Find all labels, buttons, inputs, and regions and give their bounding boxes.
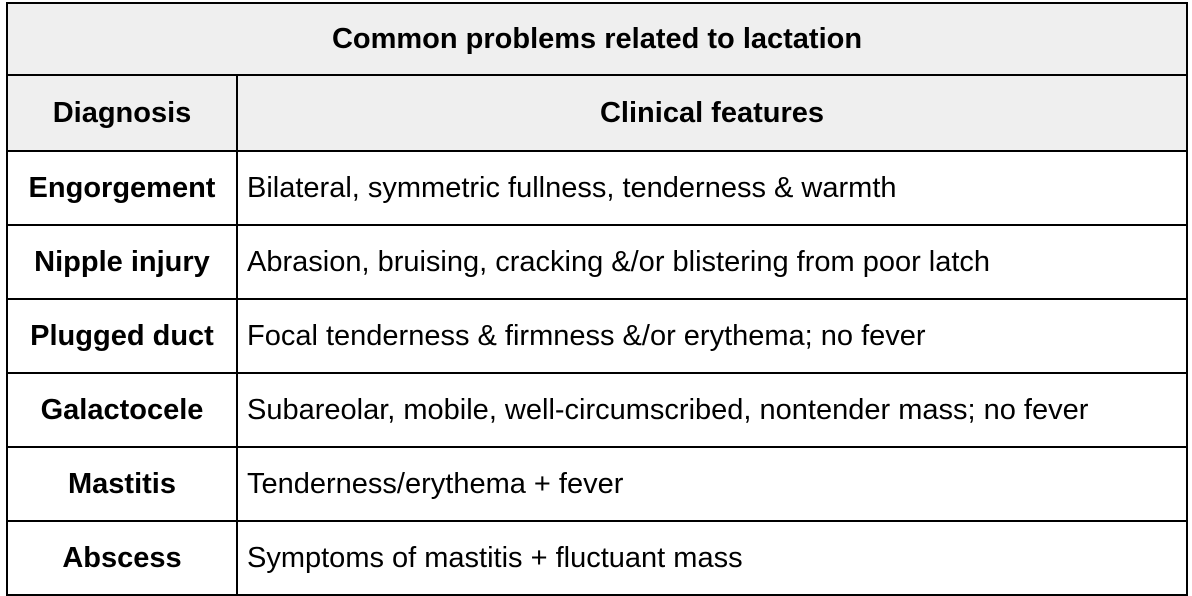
- diagnosis-cell: Nipple injury: [7, 225, 237, 299]
- lactation-problems-table: [6, 2, 1188, 596]
- table-row: [7, 151, 1187, 225]
- table-row: [7, 225, 1187, 299]
- diagnosis-cell: Plugged duct: [7, 299, 237, 373]
- table-header-row: [7, 75, 1187, 151]
- diagnosis-cell: Engorgement: [7, 151, 237, 225]
- table-row: [7, 373, 1187, 447]
- diagnosis-cell: Mastitis: [7, 447, 237, 521]
- diagnosis-cell: Abscess: [7, 521, 237, 595]
- header-clinical-features: Clinical features: [237, 75, 1187, 151]
- table-title: Common problems related to lactation: [7, 3, 1187, 75]
- diagnosis-cell: Galactocele: [7, 373, 237, 447]
- features-cell: Bilateral, symmetric fullness, tenderness & warmth: [237, 151, 1187, 225]
- table-row: [7, 521, 1187, 595]
- lactation-problems-table-container: [6, 2, 1186, 592]
- features-cell: Subareolar, mobile, well-circumscribed, nontender mass; no fever: [237, 373, 1187, 447]
- features-cell: Abrasion, bruising, cracking &/or blistering from poor latch: [237, 225, 1187, 299]
- header-diagnosis: Diagnosis: [7, 75, 237, 151]
- features-cell: Symptoms of mastitis + fluctuant mass: [237, 521, 1187, 595]
- table-title-row: [7, 3, 1187, 75]
- table-row: [7, 447, 1187, 521]
- table-row: [7, 299, 1187, 373]
- features-cell: Focal tenderness & firmness &/or erythema; no fever: [237, 299, 1187, 373]
- features-cell: Tenderness/erythema + fever: [237, 447, 1187, 521]
